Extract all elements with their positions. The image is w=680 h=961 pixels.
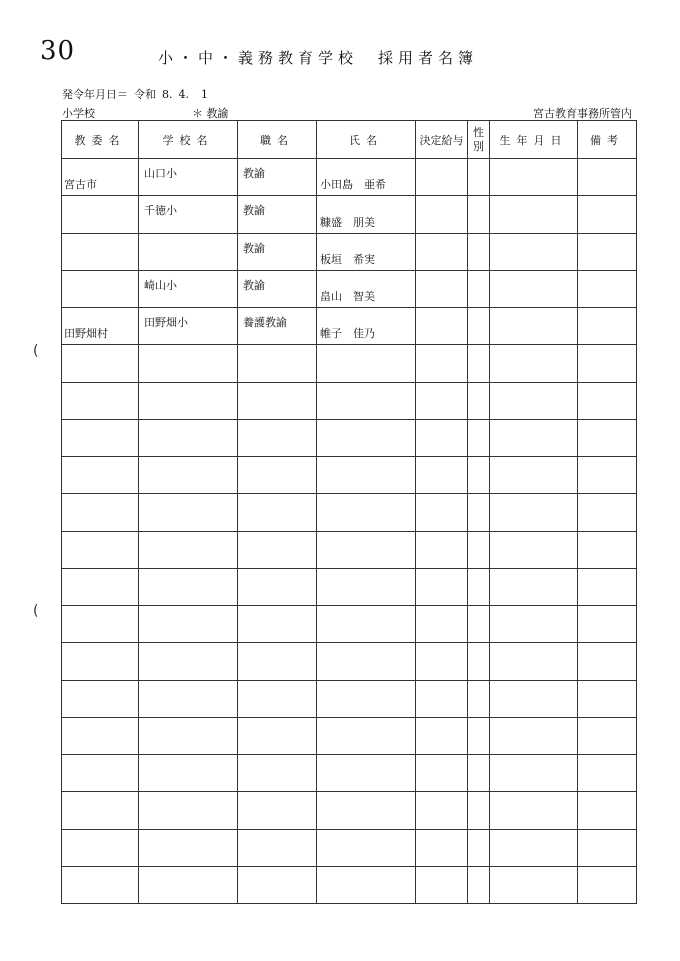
cell-sex — [468, 717, 490, 754]
cell-board — [62, 606, 139, 643]
cell-birth — [490, 866, 578, 903]
board-value: 宮古市 — [64, 178, 97, 192]
cell-salary — [416, 270, 468, 307]
cell-birth — [490, 270, 578, 307]
cell-salary — [416, 866, 468, 903]
cell-remarks — [578, 792, 637, 829]
cell-sex — [468, 308, 490, 345]
cell-sex — [468, 494, 490, 531]
cell-birth — [490, 680, 578, 717]
cell-remarks — [578, 568, 637, 605]
cell-sex — [468, 643, 490, 680]
col-header-school: 学校名 — [139, 121, 238, 159]
cell-birth — [490, 159, 578, 196]
cell-remarks — [578, 680, 637, 717]
cell-position — [238, 270, 317, 307]
cell-name — [317, 457, 416, 494]
cell-remarks — [578, 345, 637, 382]
cell-board — [62, 457, 139, 494]
cell-name — [317, 717, 416, 754]
binding-hole-mark: ( — [33, 603, 39, 619]
cell-name — [317, 345, 416, 382]
cell-birth — [490, 606, 578, 643]
cell-name — [317, 792, 416, 829]
cell-name — [317, 866, 416, 903]
cell-name — [317, 196, 416, 233]
cell-board — [62, 308, 139, 345]
cell-remarks — [578, 866, 637, 903]
cell-birth — [490, 308, 578, 345]
table-row — [62, 196, 637, 233]
cell-sex — [468, 270, 490, 307]
cell-salary — [416, 755, 468, 792]
cell-birth — [490, 829, 578, 866]
office-note: 宮古教育事務所管内 — [533, 107, 632, 120]
header-row — [62, 121, 637, 159]
cell-birth — [490, 457, 578, 494]
cell-name — [317, 419, 416, 456]
cell-remarks — [578, 419, 637, 456]
cell-school — [139, 606, 238, 643]
cell-position — [238, 568, 317, 605]
cell-salary — [416, 382, 468, 419]
cell-salary — [416, 643, 468, 680]
cell-position — [238, 829, 317, 866]
table-row — [62, 568, 637, 605]
cell-salary — [416, 568, 468, 605]
cell-sex — [468, 531, 490, 568]
cell-remarks — [578, 606, 637, 643]
cell-name — [317, 382, 416, 419]
position-value: 養護教諭 — [243, 316, 287, 329]
cell-salary — [416, 457, 468, 494]
cell-birth — [490, 494, 578, 531]
cell-name — [317, 531, 416, 568]
cell-salary — [416, 717, 468, 754]
name-value: 糠盛 朋美 — [320, 215, 375, 229]
cell-board — [62, 717, 139, 754]
roster-table — [61, 120, 637, 904]
cell-birth — [490, 792, 578, 829]
cell-remarks — [578, 531, 637, 568]
cell-name — [317, 680, 416, 717]
cell-name — [317, 494, 416, 531]
col-header-sex — [468, 121, 490, 159]
issue-era: 令和 — [134, 88, 156, 101]
cell-position — [238, 606, 317, 643]
cell-sex — [468, 196, 490, 233]
cell-school — [139, 159, 238, 196]
table-row — [62, 419, 637, 456]
cell-board — [62, 270, 139, 307]
cell-remarks — [578, 382, 637, 419]
cell-school — [139, 866, 238, 903]
cell-birth — [490, 345, 578, 382]
cell-salary — [416, 829, 468, 866]
cell-salary — [416, 792, 468, 829]
binding-hole-mark: ( — [33, 343, 39, 359]
cell-sex — [468, 233, 490, 270]
cell-birth — [490, 233, 578, 270]
cell-position — [238, 419, 317, 456]
school-type: 小学校 — [62, 107, 95, 120]
cell-remarks — [578, 233, 637, 270]
cell-position — [238, 494, 317, 531]
cell-school — [139, 382, 238, 419]
cell-birth — [490, 568, 578, 605]
issue-year: 8. — [162, 88, 173, 101]
cell-board — [62, 829, 139, 866]
cell-position — [238, 643, 317, 680]
board-value: 田野畑村 — [64, 327, 108, 341]
cell-sex — [468, 382, 490, 419]
issue-month: 4. — [178, 88, 189, 101]
cell-remarks — [578, 196, 637, 233]
position-value: 教諭 — [243, 167, 265, 180]
cell-position — [238, 866, 317, 903]
cell-remarks — [578, 159, 637, 196]
cell-position — [238, 382, 317, 419]
table-row — [62, 643, 637, 680]
cell-position — [238, 755, 317, 792]
table-row — [62, 755, 637, 792]
cell-board — [62, 494, 139, 531]
cell-position — [238, 717, 317, 754]
cell-board — [62, 233, 139, 270]
cell-position — [238, 531, 317, 568]
cell-school — [139, 792, 238, 829]
cell-board — [62, 382, 139, 419]
cell-birth — [490, 419, 578, 456]
cell-position — [238, 308, 317, 345]
cell-board — [62, 531, 139, 568]
cell-board — [62, 419, 139, 456]
cell-salary — [416, 680, 468, 717]
cell-school — [139, 457, 238, 494]
table-row — [62, 382, 637, 419]
issue-date-label: 発令年月日＝ — [62, 88, 128, 101]
cell-name — [317, 755, 416, 792]
col-header-sex-line1: 性 — [473, 125, 484, 139]
cell-board — [62, 568, 139, 605]
position-value: 教諭 — [243, 241, 265, 255]
cell-salary — [416, 419, 468, 456]
cell-sex — [468, 866, 490, 903]
cell-birth — [490, 382, 578, 419]
col-header-remarks: 備考 — [578, 121, 637, 159]
col-header-salary: 決定給与 — [416, 121, 468, 159]
cell-name — [317, 233, 416, 270]
cell-name — [317, 829, 416, 866]
cell-remarks — [578, 308, 637, 345]
cell-position — [238, 345, 317, 382]
col-header-position: 職名 — [238, 121, 317, 159]
cell-birth — [490, 755, 578, 792]
cell-school — [139, 568, 238, 605]
document-title: 小・中・義務教育学校 採用者名簿 — [158, 49, 479, 67]
cell-board — [62, 792, 139, 829]
table-row — [62, 308, 637, 345]
cell-remarks — [578, 829, 637, 866]
name-value: 小田島 亜希 — [320, 178, 386, 192]
cell-board — [62, 643, 139, 680]
cell-birth — [490, 531, 578, 568]
table-row — [62, 717, 637, 754]
cell-remarks — [578, 643, 637, 680]
table-row — [62, 792, 637, 829]
cell-birth — [490, 717, 578, 754]
cell-position — [238, 457, 317, 494]
cell-board — [62, 196, 139, 233]
cell-name — [317, 568, 416, 605]
col-header-name: 氏名 — [317, 121, 416, 159]
cell-school — [139, 717, 238, 754]
issue-date-line — [62, 86, 208, 102]
cell-name — [317, 270, 416, 307]
cell-school — [139, 270, 238, 307]
col-header-birth: 生年月日 — [490, 121, 578, 159]
table-row — [62, 345, 637, 382]
cell-school — [139, 196, 238, 233]
table-row — [62, 457, 637, 494]
cell-name — [317, 159, 416, 196]
cell-sex — [468, 792, 490, 829]
table-row — [62, 159, 637, 196]
cell-school — [139, 233, 238, 270]
cell-name — [317, 308, 416, 345]
cell-school — [139, 419, 238, 456]
cell-position — [238, 159, 317, 196]
cell-salary — [416, 345, 468, 382]
cell-school — [139, 345, 238, 382]
cell-board — [62, 866, 139, 903]
cell-school — [139, 680, 238, 717]
cell-school — [139, 531, 238, 568]
cell-salary — [416, 308, 468, 345]
page-number: 30 — [40, 36, 76, 66]
cell-salary — [416, 494, 468, 531]
table-row — [62, 866, 637, 903]
cell-sex — [468, 159, 490, 196]
school-value: 田野畑小 — [144, 316, 188, 329]
cell-remarks — [578, 457, 637, 494]
name-value: 板垣 希実 — [320, 252, 375, 266]
school-value: 山口小 — [144, 167, 177, 180]
name-value: 帷子 佳乃 — [320, 327, 375, 341]
cell-sex — [468, 345, 490, 382]
position-value: 教諭 — [243, 278, 265, 292]
issue-day: 1 — [201, 88, 208, 101]
cell-sex — [468, 568, 490, 605]
cell-position — [238, 792, 317, 829]
table-row — [62, 829, 637, 866]
cell-school — [139, 494, 238, 531]
cell-board — [62, 755, 139, 792]
cell-sex — [468, 680, 490, 717]
cell-name — [317, 606, 416, 643]
cell-position — [238, 233, 317, 270]
cell-salary — [416, 196, 468, 233]
table-row — [62, 233, 637, 270]
col-header-sex-line2: 別 — [473, 139, 484, 153]
cell-salary — [416, 531, 468, 568]
cell-position — [238, 196, 317, 233]
table-row — [62, 680, 637, 717]
cell-birth — [490, 643, 578, 680]
cell-school — [139, 829, 238, 866]
cell-remarks — [578, 717, 637, 754]
cell-sex — [468, 755, 490, 792]
cell-sex — [468, 419, 490, 456]
position-note: ＊ 教諭 — [192, 107, 229, 120]
cell-board — [62, 159, 139, 196]
cell-school — [139, 308, 238, 345]
name-value: 畠山 智美 — [320, 290, 375, 303]
cell-board — [62, 680, 139, 717]
cell-board — [62, 345, 139, 382]
table-row — [62, 494, 637, 531]
cell-birth — [490, 196, 578, 233]
cell-sex — [468, 829, 490, 866]
cell-remarks — [578, 494, 637, 531]
cell-remarks — [578, 755, 637, 792]
school-value: 崎山小 — [144, 278, 177, 292]
table-row — [62, 531, 637, 568]
cell-salary — [416, 233, 468, 270]
table-row — [62, 270, 637, 307]
cell-name — [317, 643, 416, 680]
cell-school — [139, 755, 238, 792]
cell-school — [139, 643, 238, 680]
cell-sex — [468, 457, 490, 494]
cell-salary — [416, 159, 468, 196]
cell-remarks — [578, 270, 637, 307]
cell-salary — [416, 606, 468, 643]
col-header-board: 教委名 — [62, 121, 139, 159]
school-value: 千徳小 — [144, 204, 177, 218]
position-value: 教諭 — [243, 204, 265, 218]
cell-position — [238, 680, 317, 717]
cell-sex — [468, 606, 490, 643]
table-row — [62, 606, 637, 643]
